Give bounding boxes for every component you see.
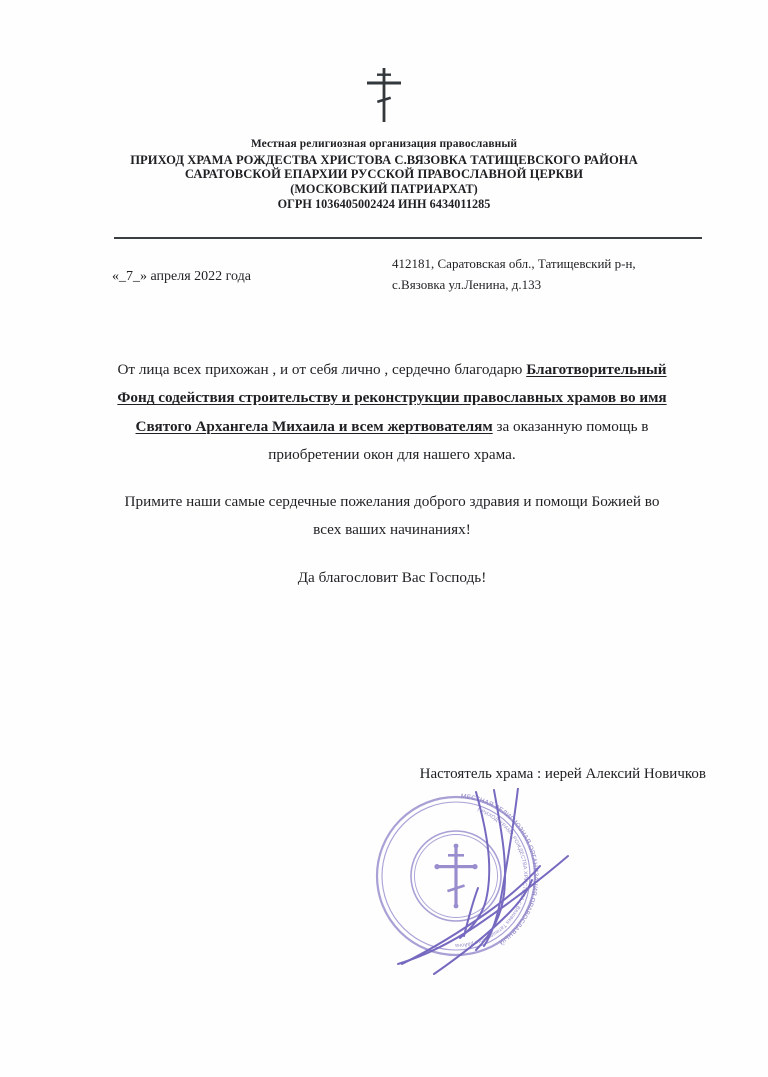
organization-header: [60, 138, 708, 211]
org-header-line-2: ПРИХОД ХРАМА РОЖДЕСТВА ХРИСТОВА С.ВЯЗОВКА ТАТИЩЕВСКОГО РАЙОНА: [130, 152, 638, 167]
thanks-intro-text: От лица всех прихожан , и от себя лично , сердечно благодарю: [117, 361, 527, 378]
seal-and-signature: [368, 788, 618, 988]
letter-body: [112, 356, 672, 592]
handwritten-signature-icon: [398, 788, 568, 974]
paragraph-thanks: [112, 356, 672, 469]
seal-center-cross-icon: [434, 844, 477, 909]
header-emblem: [0, 66, 768, 124]
orthodox-cross-icon: [364, 66, 404, 124]
address-line-1: 412181, Саратовская обл., Татищевский р-н,: [392, 256, 636, 271]
thanks-tail-text: за оказанную помощь в приобретении окон для нашего храма.: [268, 417, 649, 463]
header-divider: [114, 237, 702, 239]
address-line-2: с.Вязовка ул.Ленина, д.133: [392, 277, 542, 293]
letter-date: «_7_» апреля 2022 года: [112, 269, 251, 284]
seal-ring-text-outer: МЕСТНАЯ РЕЛИГИОЗНАЯ ОРГАНИЗАЦИЯ ПРАВОСЛАВНЫЙ: [460, 793, 540, 946]
letter-meta: [0, 253, 768, 305]
org-header-line-1: Местная религиозная организация православный: [250, 138, 518, 150]
thanks-highlight-text: Благотворительный Фонд содействия строительству и реконструкции православных храмов во имя Святого Архангела Михаила и всем жертвователям: [117, 361, 667, 435]
org-header-line-5: ОГРН 1036405002424 ИНН 6434011285: [277, 196, 491, 211]
org-header-line-3: САРАТОВСКОЙ ЕПАРХИИ РУССКОЙ ПРАВОСЛАВНОЙ ЦЕРКВИ: [184, 167, 584, 182]
letter-address: [392, 253, 636, 296]
signature-line: Настоятель храма : иерей Алексий Новичков: [419, 766, 706, 782]
org-header-line-4: (МОСКОВСКИЙ ПАТРИАРХАТ): [290, 182, 478, 197]
paragraph-blessing: Да благословит Вас Господь!: [297, 568, 487, 586]
seal-ring-text-inner: ПРИХОД ХРАМА РОЖДЕСТВА ХРИСТОВА с.Вязовка Татищевского района: [454, 807, 529, 949]
paragraph-wishes: Примите наши самые сердечные пожелания доброго здравия и помощи Божией во всех ваших начинаниях!: [124, 493, 660, 539]
round-stamp-icon: [368, 788, 618, 988]
